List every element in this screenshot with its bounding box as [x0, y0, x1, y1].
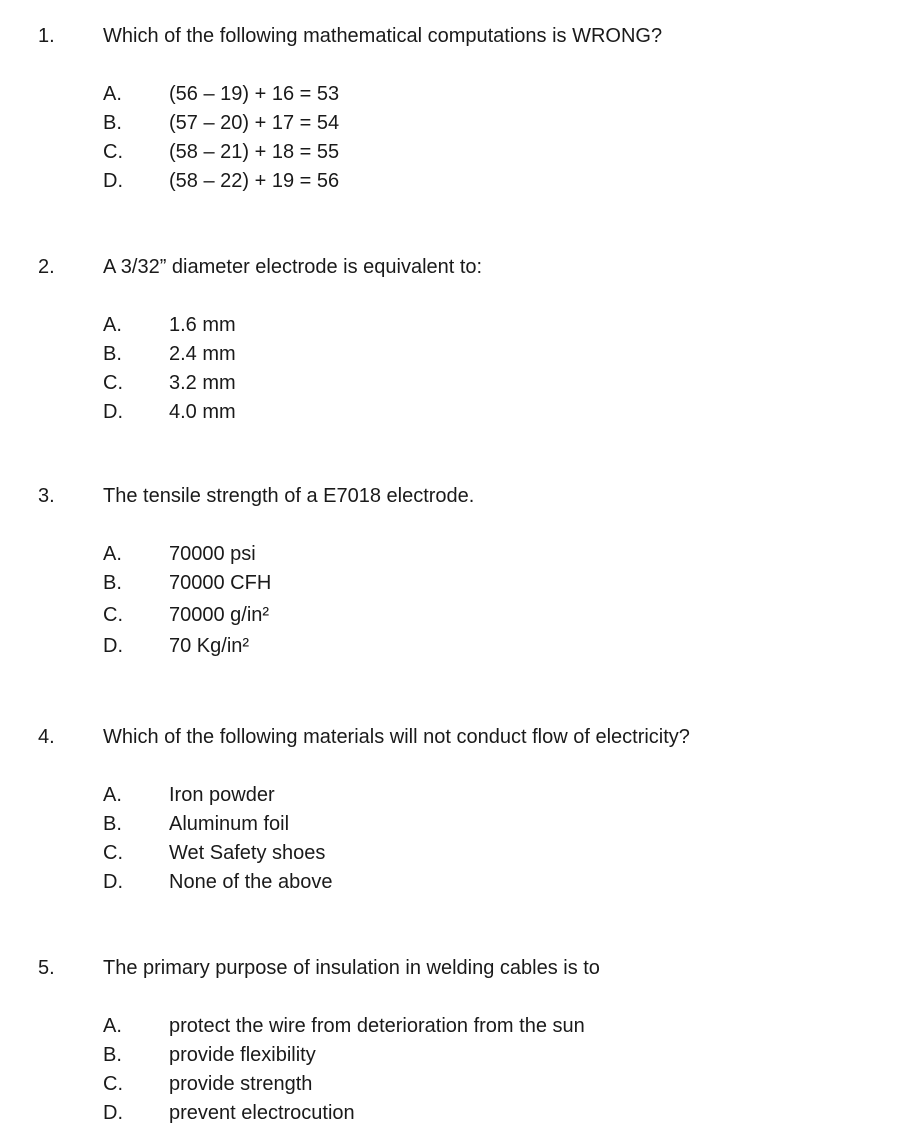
option-text: (56 – 19) + 16 = 53 [169, 83, 340, 105]
option-text: 4.0 mm [169, 401, 236, 423]
question-text: Which of the following materials will not conduct flow of electricity? [103, 726, 690, 748]
option-b [0, 111, 900, 140]
question-number: 3. [38, 485, 55, 507]
question-text: The tensile strength of a E7018 electrode. [103, 485, 475, 507]
option-text: Aluminum foil [169, 813, 290, 835]
question-text: The primary purpose of insulation in welding cables is to [103, 957, 600, 979]
option-a [0, 783, 900, 812]
option-a [0, 542, 900, 571]
option-letter: A. [103, 543, 122, 565]
option-letter: B. [103, 343, 122, 365]
option-text: 70 Kg/in² [169, 635, 250, 657]
option-text: 1.6 mm [169, 314, 236, 336]
option-text: protect the wire from deterioration from the sun [169, 1015, 585, 1037]
option-d [0, 870, 900, 899]
option-letter: A. [103, 784, 122, 806]
option-letter: D. [103, 871, 123, 893]
option-b [0, 1043, 900, 1072]
option-text: 70000 g/in² [169, 604, 270, 626]
options-list [0, 783, 900, 899]
option-d [0, 634, 900, 663]
options-list [0, 1014, 900, 1130]
question-number: 2. [38, 256, 55, 278]
option-letter: B. [103, 1044, 122, 1066]
option-b [0, 812, 900, 841]
option-c [0, 600, 900, 634]
option-d [0, 169, 900, 198]
option-text: 70000 CFH [169, 572, 272, 594]
option-text: Wet Safety shoes [169, 842, 326, 864]
option-d [0, 1101, 900, 1130]
question-number: 4. [38, 726, 55, 748]
option-text: 3.2 mm [169, 372, 236, 394]
option-text: 70000 psi [169, 543, 256, 565]
option-letter: D. [103, 1102, 123, 1124]
option-text: None of the above [169, 871, 333, 893]
option-letter: B. [103, 813, 122, 835]
question-text: Which of the following mathematical computations is WRONG? [103, 25, 663, 47]
options-list [0, 313, 900, 429]
option-letter: A. [103, 1015, 122, 1037]
option-text: (58 – 21) + 18 = 55 [169, 141, 340, 163]
option-text: Iron powder [169, 784, 275, 806]
option-a [0, 82, 900, 111]
option-letter: C. [103, 141, 123, 163]
option-c [0, 371, 900, 400]
option-letter: D. [103, 401, 123, 423]
option-text: provide strength [169, 1073, 313, 1095]
option-letter: A. [103, 83, 122, 105]
question-number: 5. [38, 957, 55, 979]
option-c [0, 1072, 900, 1101]
options-list [0, 542, 900, 663]
option-letter: C. [103, 842, 123, 864]
option-a [0, 1014, 900, 1043]
option-c [0, 140, 900, 169]
option-letter: C. [103, 372, 123, 394]
option-letter: B. [103, 572, 122, 594]
option-letter: A. [103, 314, 122, 336]
option-text: prevent electrocution [169, 1102, 355, 1124]
option-letter: C. [103, 604, 123, 626]
options-list [0, 82, 900, 198]
option-a [0, 313, 900, 342]
option-letter: D. [103, 170, 123, 192]
option-text: (58 – 22) + 19 = 56 [169, 170, 340, 192]
question-text: A 3/32” diameter electrode is equivalent to: [103, 256, 483, 278]
option-b [0, 571, 900, 600]
option-text: (57 – 20) + 17 = 54 [169, 112, 340, 134]
option-b [0, 342, 900, 371]
option-c [0, 841, 900, 870]
option-text: provide flexibility [169, 1044, 316, 1066]
option-letter: C. [103, 1073, 123, 1095]
option-d [0, 400, 900, 429]
option-letter: B. [103, 112, 122, 134]
question-number: 1. [38, 25, 55, 47]
option-text: 2.4 mm [169, 343, 236, 365]
option-letter: D. [103, 635, 123, 657]
